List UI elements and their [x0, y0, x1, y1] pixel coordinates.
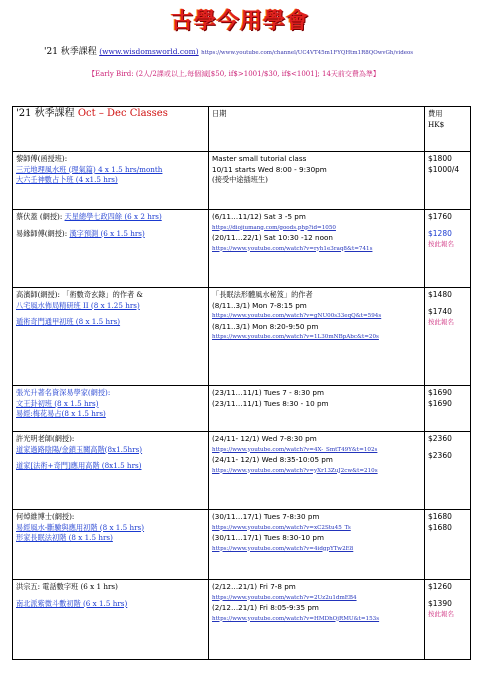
- course-header: '21 秋季課程 Oct – Dec Classes: [13, 107, 209, 152]
- youtube-link[interactable]: https://www.youtube.com/channel/UC4VT45m1FYQHtm1R8QOwvGh/videos: [201, 50, 414, 56]
- course-cell: [13, 510, 209, 580]
- fee-value: $1740: [428, 306, 452, 316]
- course-text: (24/11- 12/1) Wed 8:35-10:05 pm: [212, 455, 333, 464]
- date-cell: [209, 580, 425, 660]
- video-link[interactable]: https://www.youtube.com/watch?v=2Uz2u1dmEB4: [212, 594, 357, 601]
- fee-value: $1480: [428, 290, 452, 299]
- date-cell: [209, 432, 425, 510]
- course-detail[interactable]: 天星總學七政四餘 (6 x 2 hrs): [64, 212, 162, 221]
- video-link[interactable]: https://www.youtube.com/watch?v=gNU00s33eqQ&t=594s: [212, 313, 382, 319]
- course-cell: [13, 580, 209, 660]
- course-text: (2/12…21/1) Fri 7-8 pm: [212, 582, 296, 591]
- course-text[interactable]: 文王卦初班 (8 x 1.5 hrs): [16, 398, 99, 408]
- fee-value: $2360: [428, 450, 452, 460]
- course-text: (24/11- 12/1) Wed 7-8:30 pm: [212, 434, 317, 443]
- course-text: (8/11..3/1) Mon 7-8:15 pm: [212, 300, 307, 310]
- society-logo: 古學今用學會: [170, 8, 309, 34]
- course-cell: [13, 288, 209, 386]
- fee-value: $1260: [428, 582, 452, 591]
- course-detail[interactable]: 漢字預測 (6 x 1.5 hrs): [69, 228, 145, 238]
- fee-value: $1800: [428, 154, 452, 163]
- term-title: '21 秋季課程: [44, 47, 97, 57]
- course-text: (8/11..3/1) Mon 8:20-9:50 pm: [212, 321, 319, 331]
- website-link[interactable]: (www.wisdomsworld.com): [99, 47, 199, 56]
- date-cell: [209, 510, 425, 580]
- course-text[interactable]: [16, 165, 205, 176]
- course-text: 三元地理風水班 (理氣篇): [16, 164, 96, 174]
- course-text: [16, 229, 205, 240]
- course-text[interactable]: 道家[法術+奇門]應用高階 (8x1.5 hrs): [16, 461, 142, 470]
- course-text: 黎師傅(函授班):: [16, 154, 68, 163]
- early-bird-notice: 【Early Bird: (2人/2課或以上,每個減[$50, if$>1001/$30, if$<1001]; 14天前交費為準】: [88, 70, 380, 78]
- register-link[interactable]: 按此報名: [428, 240, 454, 248]
- course-text: 高濱師(網授): 「術數奇玄錄」的作者 &: [16, 290, 143, 299]
- course-text: 易緣師傅(網授):: [16, 228, 70, 238]
- table-row: [13, 432, 471, 510]
- table-row: [13, 510, 471, 580]
- fee-cell: [425, 152, 471, 210]
- fee-value: $1760: [428, 212, 452, 221]
- course-text: Master small tutorial class: [212, 154, 307, 163]
- date-cell: [209, 386, 425, 432]
- course-text: 大六壬神數占卜班: [16, 175, 74, 184]
- course-text[interactable]: 張光升著名資深易學家(網授):: [16, 388, 111, 397]
- schedule-table: [12, 106, 471, 660]
- course-text[interactable]: 八宅風水佈局精研班 II (8 x 1.25 hrs): [16, 300, 140, 310]
- course-text[interactable]: 易經風水-斷驗與應用初階 (8 x 1.5 hrs): [16, 522, 145, 532]
- course-text: (接受中途插班生): [212, 175, 268, 184]
- fee-cell: [425, 210, 471, 288]
- fee-cell: [425, 510, 471, 580]
- video-link[interactable]: https://www.youtube.com/watch?v=1L30mNBpAbc&t=20s: [212, 334, 379, 340]
- course-cell: [13, 152, 209, 210]
- video-link[interactable]: https://www.youtube.com/watch?v=4idgpYTw2E8: [212, 545, 354, 552]
- course-text: (30/11…17/1) Tues 8:30-10 pm: [212, 533, 324, 542]
- table-row: [13, 210, 471, 288]
- course-detail: 4 x 1.5 hrs/month: [95, 164, 163, 174]
- date-cell: [209, 210, 425, 288]
- fee-value: $2360: [428, 434, 452, 443]
- course-text[interactable]: 道家過路陰陽/金鎖玉關高階(8x1.5hrs): [16, 444, 143, 454]
- date-cell: [209, 152, 425, 210]
- course-text[interactable]: 遁術奇門通甲初班 (8 x 1.5 hrs): [16, 317, 121, 326]
- fee-header: 費用 HK$: [425, 107, 471, 152]
- table-row: [13, 288, 471, 386]
- fee-cell: [425, 432, 471, 510]
- table-row: [13, 386, 471, 432]
- video-link[interactable]: https://www.youtube.com/watch?v=ryh1e3raq8&t=741s: [212, 245, 373, 252]
- fee-value: $1690: [428, 388, 452, 397]
- course-text: 10/11 starts Wed 8:00 - 9:30pm: [212, 164, 327, 174]
- course-text: 蔡伏蓋 (網授):: [16, 212, 65, 221]
- course-cell: [13, 432, 209, 510]
- register-link[interactable]: 按此報名: [428, 610, 454, 618]
- course-cell: [13, 210, 209, 288]
- fee-cell: [425, 386, 471, 432]
- table-row: [13, 152, 471, 210]
- course-text: (23/11…11/1) Tues 7 - 8:30 pm: [212, 388, 324, 397]
- date-cell: [209, 288, 425, 386]
- video-link[interactable]: https://www.youtube.com/watch?v=xC2Stu45_Ts: [212, 524, 351, 531]
- fee-value: $1680: [428, 522, 452, 532]
- term-range: Oct – Dec Classes: [77, 108, 168, 119]
- course-text: (30/11…17/1) Tues 7-8:30 pm: [212, 512, 320, 521]
- table-row: [13, 580, 471, 660]
- fee-cell: [425, 580, 471, 660]
- course-text[interactable]: 南北派紫微斗數初階 (6 x 1.5 hrs): [16, 598, 128, 608]
- course-text: 許光明老師(網授):: [16, 434, 75, 443]
- course-text[interactable]: 易經:梅花易占(8 x 1.5 hrs): [16, 409, 106, 418]
- fee-value: $1690: [428, 398, 452, 408]
- course-text: 何焯維博士(網授):: [16, 512, 75, 521]
- date-header: 日期: [209, 107, 425, 152]
- register-link[interactable]: 按此報名: [428, 318, 454, 326]
- video-link[interactable]: https://www.youtube.com/watch?v=4X-_SmtT49Y&t=102s: [212, 446, 378, 453]
- course-text[interactable]: 形家長眠法初階 (8 x 1.5 hrs): [16, 533, 113, 542]
- fee-value: $1680: [428, 512, 452, 521]
- fee-value: $1000/4: [428, 164, 460, 174]
- video-link[interactable]: https://diojiumang.com/goods.php?id=1050: [212, 224, 336, 231]
- course-text: 「長眠法形體風水秘笈」的作者: [212, 290, 313, 299]
- page-header: [44, 44, 413, 57]
- course-text: 洪宗五: 電話數字班 (6 x 1 hrs): [16, 582, 118, 591]
- course-cell: [13, 386, 209, 432]
- fee-cell: [425, 288, 471, 386]
- course-text: (6/11…11/12) Sat 3 -5 pm: [212, 212, 306, 221]
- video-link[interactable]: https://www.youtube.com/watch?v=HMDhOjRMU&t=153s: [212, 615, 380, 622]
- course-text: (2/12…21/1) Fri 8:05-9:35 pm: [212, 603, 319, 612]
- course-text: (23/11…11/1) Tues 8:30 - 10 pm: [212, 398, 329, 408]
- fee-value: $1390: [428, 598, 452, 608]
- course-detail: (4 x1.5 hrs): [73, 175, 118, 184]
- course-text: [16, 212, 205, 223]
- fee-value: $1280: [428, 228, 452, 238]
- video-link[interactable]: https://www.youtube.com/watch?v=yXr13ZuJ2cw&t=210s: [212, 467, 378, 474]
- table-header-row: [13, 107, 471, 152]
- course-text: (20/11…22/1) Sat 10:30 -12 noon: [212, 233, 333, 242]
- course-text[interactable]: [16, 175, 205, 186]
